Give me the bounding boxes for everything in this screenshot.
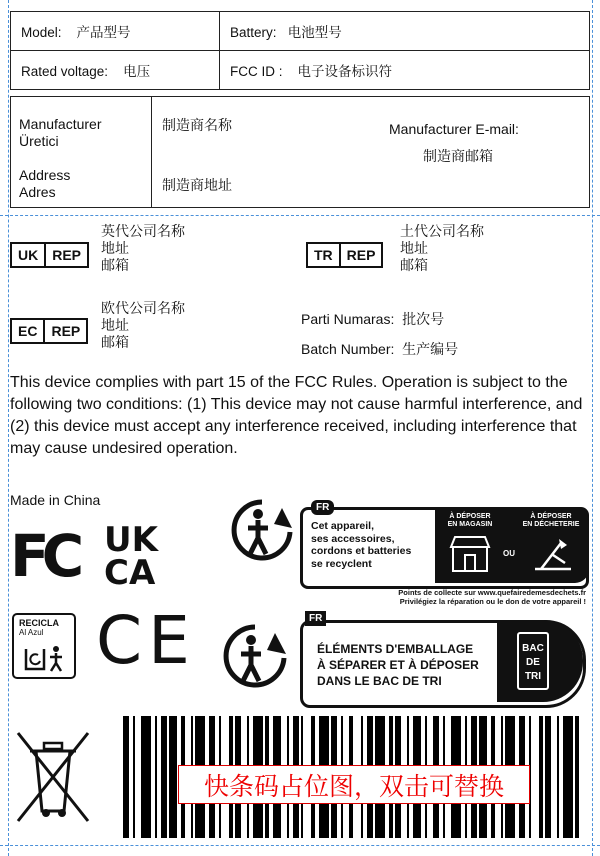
manufacturer-label-tr: Üretici [19, 133, 59, 149]
uk-rep-badge: UK REP [10, 242, 89, 268]
made-in-label: Made in China [10, 492, 101, 508]
triman-icon [230, 498, 294, 564]
fcc-statement: This device complies with part 15 of the FCC Rules. Operation is subject to the following two conditions: (1) This device may not cause harmful interference, and (2) this device must accept any interference received, including interference that may cause undesired operation. [10, 374, 583, 457]
ec-rep-badge: EC REP [10, 318, 88, 344]
battery-value: 电池型号 [287, 25, 342, 40]
manufacturer-name: 制造商名称 [162, 117, 232, 133]
address-label-tr: Adres [19, 184, 56, 200]
model-value: 产品型号 [76, 25, 131, 40]
ec-rep-info: 欧代公司名称 地址 邮箱 [101, 300, 185, 350]
batch-number: Batch Number: 生产编号 [301, 341, 459, 357]
battery-cell [220, 12, 590, 51]
fcc-logo: FC [10, 522, 77, 590]
guide-line-right [592, 0, 593, 856]
triman-device-text: Cet appareil, ses accessoires, cordons et batteries se recyclent [311, 520, 412, 570]
fcc-id-cell [220, 51, 590, 90]
ukca-logo: UK CA [104, 520, 158, 593]
manufacturer-box [10, 96, 590, 208]
manufacturer-label: Manufacturer [19, 116, 102, 132]
ce-logo: CE [96, 602, 196, 679]
manufacturer-email-label: Manufacturer E-mail: [389, 121, 519, 137]
guide-line-left [8, 0, 9, 856]
spec-table [10, 11, 590, 90]
fcc-id-value: 电子设备标识符 [297, 64, 393, 79]
packaging-info-panel: FR ÉLÉMENTS D'EMBALLAGE À SÉPARER ET À DÉPOSER DANS LE BAC DE TRI BAC DE TRI [300, 620, 586, 708]
model-label: Model: [21, 25, 62, 40]
dechetterie-icon [531, 533, 575, 573]
address-value: 制造商地址 [162, 177, 232, 193]
parti-number: Parti Numaras: 批次号 [301, 311, 445, 327]
triman-footnote: Points de collecte sur www.quefairedemesdechets.fr Privilégiez la réparation ou le don de votre appareil ! [398, 588, 586, 606]
packaging-text: ÉLÉMENTS D'EMBALLAGE À SÉPARER ET À DÉPOSER DANS LE BAC DE TRI [317, 642, 479, 688]
barcode-placeholder-text[interactable]: 快条码占位图，双击可替换 [178, 765, 530, 804]
recycle-bin-icon [18, 643, 70, 673]
address-label: Address [19, 167, 71, 183]
fcc-id-label: FCC ID : [230, 64, 283, 79]
guide-line-bottom [0, 845, 600, 846]
weee-crossed-bin-icon [12, 727, 94, 827]
uk-rep-info: 英代公司名称 地址 邮箱 [101, 223, 185, 273]
triman-info-panel: FR Cet appareil, ses accessoires, cordons et batteries se recyclent À DÉPOSER EN MAGASIN À DÉPOSER EN DÉCHETERIE OU [300, 507, 589, 589]
voltage-label: Rated voltage: [21, 64, 109, 79]
battery-label: Battery: [230, 25, 277, 40]
guide-line-mid [0, 215, 600, 216]
store-icon [447, 533, 493, 573]
bac-de-tri-icon: BAC DE TRI [497, 620, 583, 702]
model-cell [11, 12, 220, 51]
tr-rep-badge: TR REP [306, 242, 383, 268]
voltage-cell [11, 51, 220, 90]
triman-icon-2 [222, 623, 288, 691]
tr-rep-info: 土代公司名称 地址 邮箱 [400, 223, 484, 273]
triman-dropoff-panel: À DÉPOSER EN MAGASIN À DÉPOSER EN DÉCHETERIE OU [435, 507, 589, 583]
recicla-logo: RECICLA Al Azul [12, 613, 76, 679]
voltage-value: 电压 [123, 64, 151, 79]
manufacturer-email-value: 制造商邮箱 [423, 148, 493, 164]
